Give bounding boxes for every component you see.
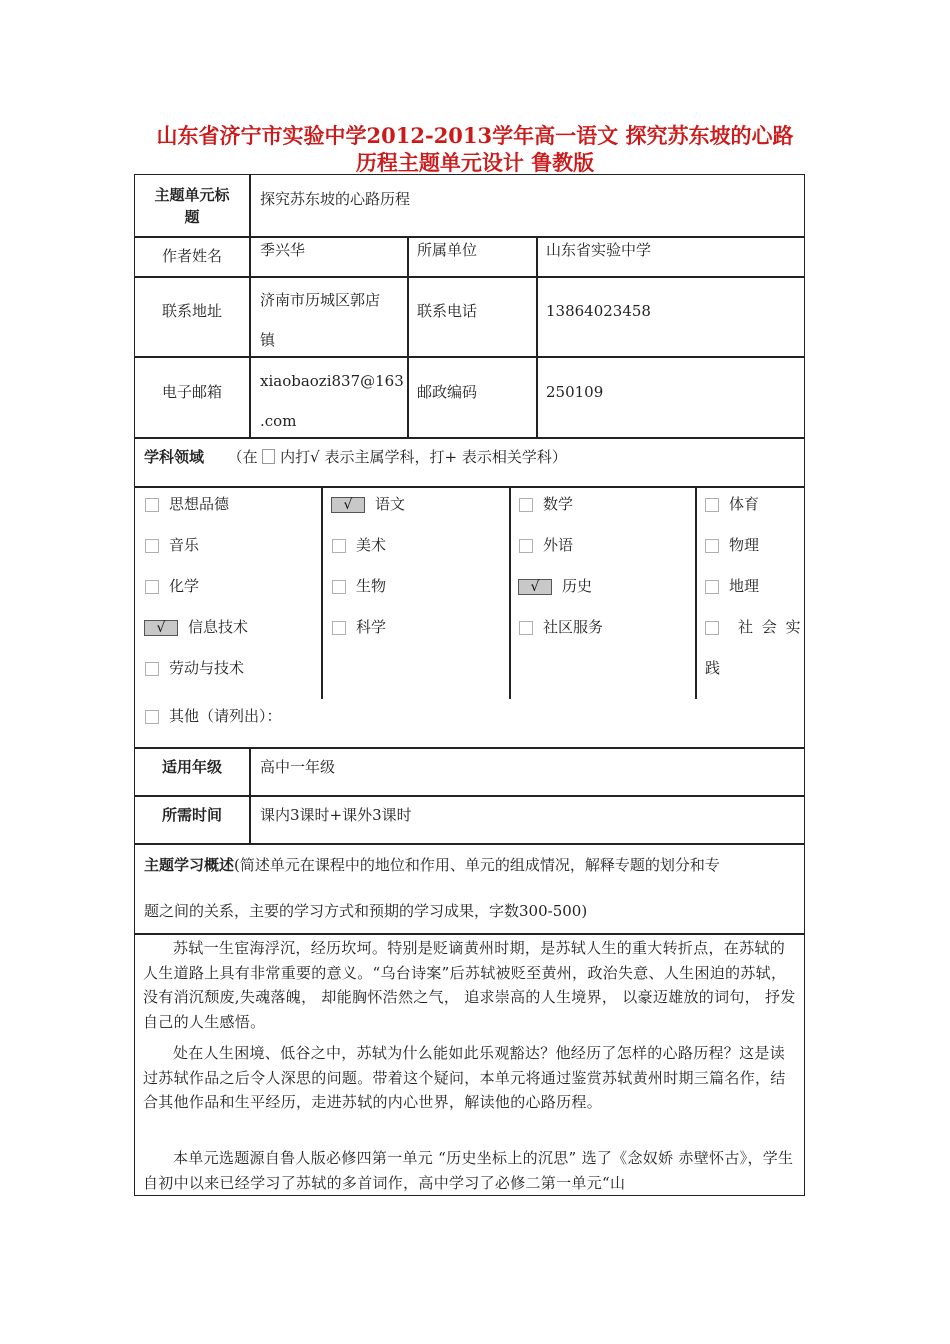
address-line-1: 济南市历城区郭店 bbox=[260, 291, 381, 309]
checkbox-shequfuwu[interactable] bbox=[519, 621, 533, 635]
theme-label bbox=[135, 184, 249, 228]
postcode-value: 250109 bbox=[546, 383, 604, 401]
col-divider bbox=[536, 236, 538, 437]
subject-note-prefix: （在 bbox=[227, 448, 258, 466]
checkbox-wuli[interactable] bbox=[705, 539, 719, 553]
subject-kexue: 科学 bbox=[356, 618, 387, 636]
col-divider bbox=[695, 486, 697, 699]
row-divider bbox=[135, 486, 805, 488]
checkbox-kexue[interactable] bbox=[332, 621, 346, 635]
subject-xinxijishu: 信息技术 bbox=[188, 618, 249, 636]
checkbox-other[interactable] bbox=[145, 710, 159, 724]
subject-shehuishijian: 社 会 实 bbox=[738, 618, 803, 636]
document-title bbox=[0, 122, 950, 176]
overview-note-2: 题之间的关系，主要的学习方式和预期的学习成果，字数300-500) bbox=[144, 902, 588, 920]
checkbox-huaxue[interactable] bbox=[145, 580, 159, 594]
overview-header bbox=[144, 853, 799, 923]
subject-lishi: 历史 bbox=[562, 577, 593, 595]
theme-label-line-2: 题 bbox=[184, 208, 200, 226]
subject-tiyu: 体育 bbox=[729, 495, 760, 513]
checkbox-shengwu[interactable] bbox=[332, 580, 346, 594]
title-line-2: 历程主题单元设计 鲁教版 bbox=[355, 150, 595, 175]
overview-note-1: (简述单元在课程中的地位和作用、单元的组成情况，解释专题的划分和专 bbox=[234, 856, 720, 874]
checkbox-tiyu[interactable] bbox=[705, 498, 719, 512]
theme-label-line-1: 主题单元标 bbox=[154, 186, 230, 204]
postcode-label: 邮政编码 bbox=[417, 383, 478, 401]
author-label: 作者姓名 bbox=[161, 247, 222, 265]
subject-shengwu: 生物 bbox=[356, 577, 387, 595]
phone-value: 13864023458 bbox=[546, 302, 651, 320]
overview-label: 主题学习概述 bbox=[144, 856, 235, 874]
overview-paragraph-1: 苏轼一生宦海浮沉，经历坎坷。特别是贬谪黄州时期，是苏轼人生的重大转折点，在苏轼的人生道路上具有非常重要的意义。“乌台诗案”后苏轼被贬至黄州，政治失意、人生困迫的苏轼，没有消沉颓废,失魂落魄， 却能胸怀浩然之气， 追求崇高的人生境界， 以豪迈雄放的词句， 抒发自己的人生感悟。 bbox=[143, 939, 796, 1031]
row-divider bbox=[135, 795, 805, 797]
checkbox-waiyu[interactable] bbox=[519, 539, 533, 553]
subject-yuwen: 语文 bbox=[375, 495, 406, 513]
subject-sixiangpinde: 思想品德 bbox=[169, 495, 230, 513]
subject-shequfuwu: 社区服务 bbox=[543, 618, 604, 636]
theme-value: 探究苏东坡的心路历程 bbox=[260, 190, 411, 208]
email-line-1: xiaobaozi837@163 bbox=[260, 372, 404, 390]
checkbox-yuwen-checked[interactable]: √ bbox=[331, 497, 365, 513]
checkbox-shehuishijian[interactable] bbox=[705, 621, 719, 635]
title-line-1: 山东省济宁市实验中学2012-2013学年高一语文 探究苏东坡的心路 bbox=[156, 123, 794, 148]
row-divider bbox=[135, 437, 805, 439]
checkbox-xinxijishu-checked[interactable]: √ bbox=[144, 620, 178, 636]
row-divider bbox=[135, 276, 805, 278]
subject-wuli: 物理 bbox=[729, 536, 760, 554]
overview-paragraph-3: 本单元选题源自鲁人版必修四第一单元 “历史坐标上的沉思” 选了《念奴娇 赤壁怀古》，学生自初中以来已经学习了苏轼的多首词作，高中学习了必修二第一单元“山 bbox=[143, 1149, 794, 1192]
checkbox-sixiangpinde[interactable] bbox=[145, 498, 159, 512]
unit-label: 所属单位 bbox=[417, 241, 478, 259]
checkbox-dili[interactable] bbox=[705, 580, 719, 594]
col-divider bbox=[321, 486, 323, 699]
subject-shuxue: 数学 bbox=[543, 495, 574, 513]
email-value bbox=[260, 361, 404, 441]
subject-yinyue: 音乐 bbox=[169, 536, 200, 554]
grade-value: 高中一年级 bbox=[260, 758, 336, 776]
address-label: 联系地址 bbox=[161, 302, 222, 320]
email-line-2: .com bbox=[260, 412, 297, 430]
overview-paragraph-2: 处在人生困境、低谷之中，苏轼为什么能如此乐观豁达？他经历了怎样的心路历程？这是读过苏轼作品之后令人深思的问题。带着这个疑问，本单元将通过鉴赏苏轼黄州时期三篇名作，结合其他作品和生平经历，走进苏轼的内心世界，解读他的心路历程。 bbox=[143, 1044, 786, 1111]
subject-shehuishijian-wrap: 践 bbox=[705, 659, 721, 677]
subject-note-suffix: 内打√ 表示主属学科，打+ 表示相关学科） bbox=[280, 448, 567, 466]
time-label: 所需时间 bbox=[161, 806, 222, 824]
col-divider bbox=[509, 486, 511, 699]
subject-huaxue: 化学 bbox=[169, 577, 200, 595]
email-label: 电子邮箱 bbox=[161, 383, 222, 401]
subject-other: 其他（请列出）： bbox=[169, 707, 282, 725]
row-divider bbox=[135, 933, 805, 935]
subject-laodongyujishu: 劳动与技术 bbox=[169, 659, 245, 677]
subject-meishu: 美术 bbox=[356, 536, 387, 554]
subject-header bbox=[144, 447, 567, 468]
checkbox-laodongyujishu[interactable] bbox=[145, 662, 159, 676]
row-divider bbox=[135, 356, 805, 358]
author-value: 季兴华 bbox=[260, 241, 306, 259]
grade-label: 适用年级 bbox=[161, 758, 222, 776]
checkbox-meishu[interactable] bbox=[332, 539, 346, 553]
row-divider bbox=[135, 236, 805, 238]
unit-value: 山东省实验中学 bbox=[546, 241, 652, 259]
unit-design-form bbox=[134, 174, 805, 1196]
col-divider bbox=[407, 236, 409, 437]
overview-header-line-1 bbox=[144, 853, 799, 877]
checkbox-shuxue[interactable] bbox=[519, 498, 533, 512]
checkbox-yinyue[interactable] bbox=[145, 539, 159, 553]
subject-label: 学科领域 bbox=[144, 448, 205, 466]
row-divider bbox=[135, 843, 805, 845]
time-value: 课内3课时+课外3课时 bbox=[260, 806, 412, 824]
col-divider bbox=[249, 747, 251, 843]
subject-dili: 地理 bbox=[729, 577, 760, 595]
phone-label: 联系电话 bbox=[417, 302, 478, 320]
checkbox-icon bbox=[262, 449, 275, 464]
row-divider bbox=[135, 747, 805, 749]
address-line-2: 镇 bbox=[260, 331, 276, 349]
checkbox-lishi-checked[interactable]: √ bbox=[518, 579, 552, 595]
address-value bbox=[260, 280, 380, 360]
subject-waiyu: 外语 bbox=[543, 536, 574, 554]
col-divider bbox=[249, 175, 251, 437]
